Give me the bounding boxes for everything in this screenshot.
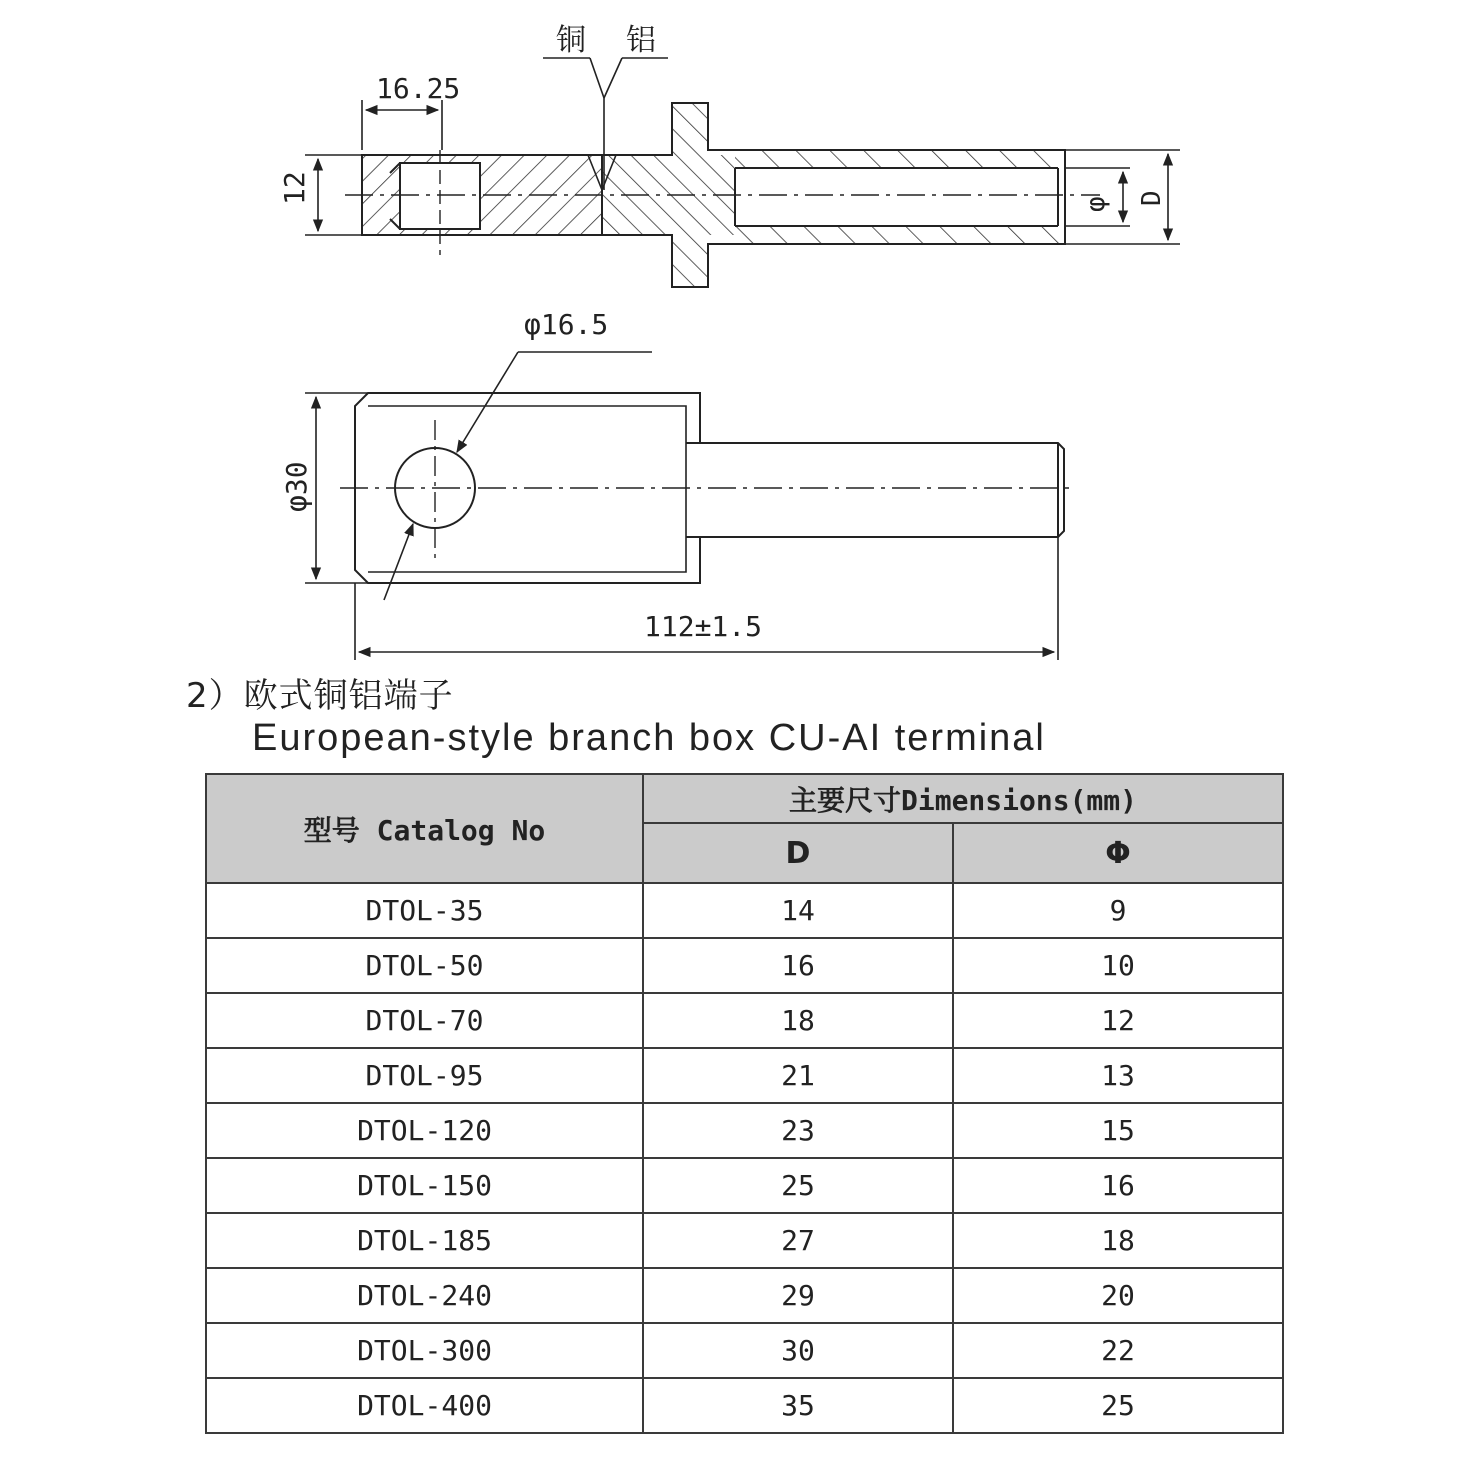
header-catalog: 型号 Catalog No: [206, 774, 643, 883]
cell-catalog: DTOL-150: [206, 1158, 643, 1213]
cell-d: 30: [643, 1323, 953, 1378]
label-dim-112: 112±1.5: [644, 610, 763, 643]
label-dim-d: D: [1137, 190, 1167, 206]
caption-title-en: European-style branch box CU-AI terminal: [252, 717, 1046, 759]
cell-phi: 18: [953, 1213, 1283, 1268]
cell-phi: 25: [953, 1378, 1283, 1433]
table-row: [206, 1158, 1283, 1213]
label-dim-phi-30: φ30: [280, 461, 313, 512]
cell-phi: 20: [953, 1268, 1283, 1323]
table-row: [206, 993, 1283, 1048]
cell-phi: 15: [953, 1103, 1283, 1158]
header-dimensions: 主要尺寸Dimensions(mm): [643, 774, 1283, 823]
label-dim-12: 12: [278, 171, 311, 205]
cell-d: 14: [643, 883, 953, 938]
header-phi: Φ: [953, 823, 1283, 883]
cell-catalog: DTOL-400: [206, 1378, 643, 1433]
cell-d: 23: [643, 1103, 953, 1158]
plan-view: [340, 393, 1075, 583]
table-row: [206, 1378, 1283, 1433]
cell-catalog: DTOL-240: [206, 1268, 643, 1323]
terminal-technical-drawing: [0, 0, 1460, 670]
table-row: [206, 1103, 1283, 1158]
cell-catalog: DTOL-50: [206, 938, 643, 993]
table-row: [206, 1268, 1283, 1323]
cell-d: 29: [643, 1268, 953, 1323]
table-row: [206, 938, 1283, 993]
header-d: D: [643, 823, 953, 883]
dim-16-25: [362, 100, 442, 150]
cell-d: 21: [643, 1048, 953, 1103]
cell-d: 25: [643, 1158, 953, 1213]
cell-catalog: DTOL-70: [206, 993, 643, 1048]
cell-d: 18: [643, 993, 953, 1048]
label-dim-phi: φ: [1081, 196, 1111, 212]
shaft-wall-top: [735, 150, 1065, 168]
section-view: [345, 103, 1100, 287]
label-dim-16-25: 16.25: [376, 72, 461, 105]
cell-catalog: DTOL-120: [206, 1103, 643, 1158]
shaft-wall-bottom: [735, 226, 1065, 244]
table-row: [206, 1048, 1283, 1103]
cell-catalog: DTOL-185: [206, 1213, 643, 1268]
section-caption: [186, 676, 1046, 760]
cell-phi: 9: [953, 883, 1283, 938]
cell-phi: 22: [953, 1323, 1283, 1378]
cell-catalog: DTOL-95: [206, 1048, 643, 1103]
label-dim-phi-16-5: φ16.5: [524, 308, 609, 341]
table-row: [206, 883, 1283, 938]
cell-catalog: DTOL-300: [206, 1323, 643, 1378]
label-aluminum: 铝: [626, 23, 656, 58]
caption-title-cn: 2）欧式铜铝端子: [186, 676, 454, 716]
label-copper: 铜: [556, 23, 586, 58]
cell-d: 27: [643, 1213, 953, 1268]
dim-phi-16-5: [384, 352, 652, 600]
table-row: [206, 1213, 1283, 1268]
cell-phi: 13: [953, 1048, 1283, 1103]
cell-d: 35: [643, 1378, 953, 1433]
dimensions-table: [205, 773, 1284, 1434]
cell-d: 16: [643, 938, 953, 993]
cell-phi: 10: [953, 938, 1283, 993]
table-row: [206, 1323, 1283, 1378]
cell-phi: 16: [953, 1158, 1283, 1213]
cell-catalog: DTOL-35: [206, 883, 643, 938]
cell-phi: 12: [953, 993, 1283, 1048]
